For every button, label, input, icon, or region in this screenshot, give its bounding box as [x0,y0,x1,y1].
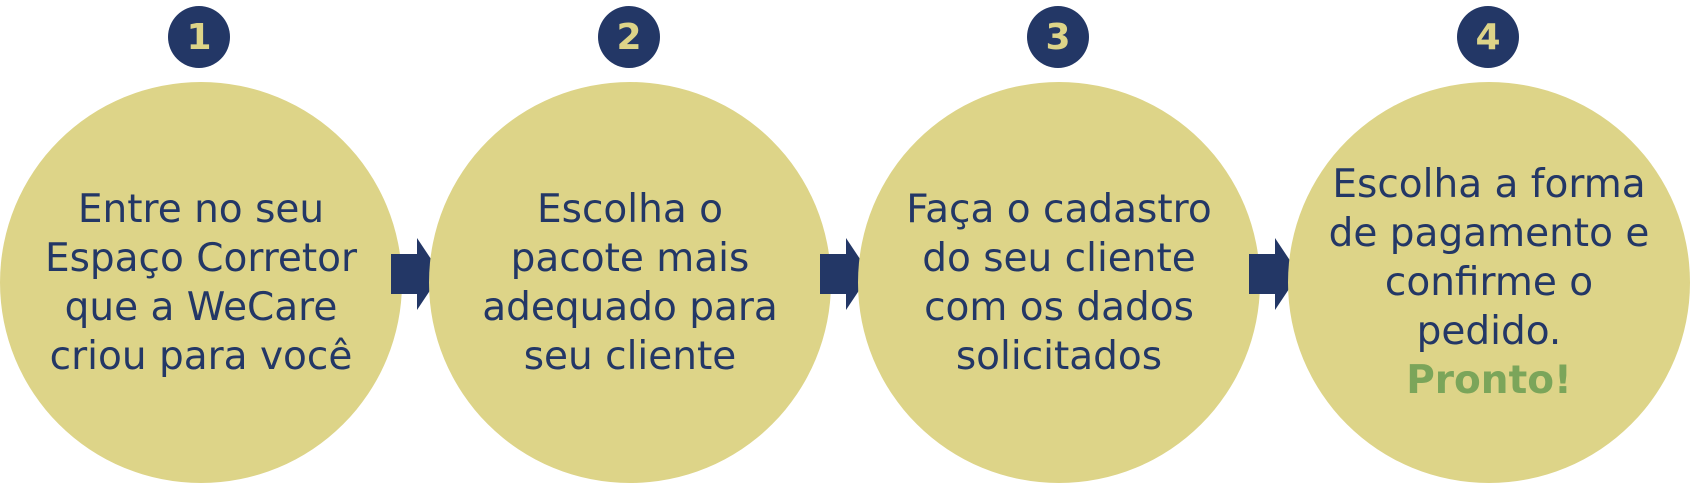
step-4-line-3: confirme o [1384,260,1594,305]
step-3-circle [858,82,1260,483]
step-4-line-2: de pagamento e [1328,211,1650,256]
step-4-circle [1288,82,1690,483]
step-1-line-3: que a WeCare [64,284,338,330]
step-4-line-4: pedido. [1416,309,1562,354]
step-4-number-badge: 4 [1457,6,1519,68]
step-3-line-4: solicitados [955,333,1163,379]
step-1-line-1: Entre no seu [77,186,325,232]
step-1-line-4: criou para você [49,333,353,379]
step-4-line-1: Escolha a forma [1332,162,1646,207]
step-2-line-2: pacote mais [510,235,750,281]
step-1-number-badge: 1 [168,6,230,68]
step-1-line-2: Espaço Corretor [44,235,358,281]
step-3-line-2: do seu cliente [922,235,1196,281]
step-3-line-1: Faça o cadastro [906,186,1212,232]
step-2-circle [429,82,831,483]
step-3-number-badge: 3 [1027,6,1089,68]
step-1-circle [0,82,402,483]
step-2-line-1: Escolha o [537,186,723,232]
step-2-line-4: seu cliente [523,333,737,379]
step-4-highlight: Pronto! [1406,358,1572,403]
step-2-number-badge: 2 [598,6,660,68]
step-3-line-3: com os dados [924,284,1194,330]
step-2-line-3: adequado para [482,284,778,330]
